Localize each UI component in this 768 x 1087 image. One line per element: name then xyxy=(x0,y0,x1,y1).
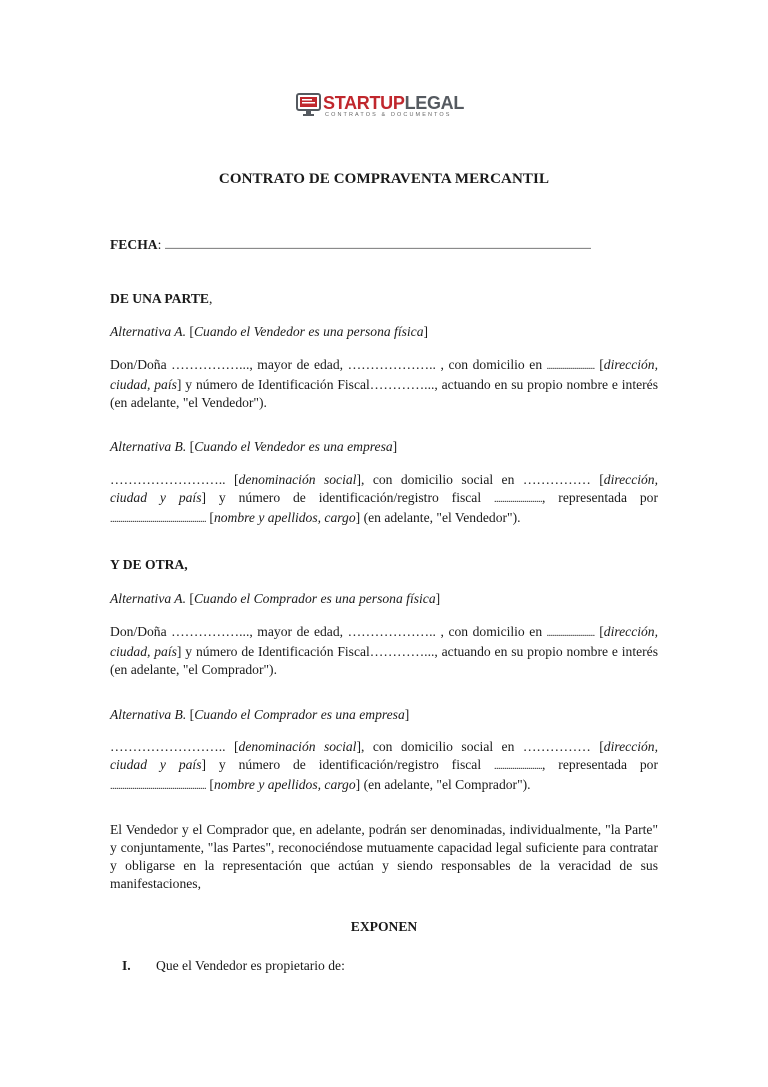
startuplegal-logo xyxy=(296,92,465,126)
parte1-altB-body: …………………….. [denominación social], con domicilio social en …………… [dirección, ciudad y país] y número de identificación/registro fiscal ........................, representada por ................................................ [nombre y apellidos, cargo] (en adelante, "el Vendedor"). xyxy=(110,472,658,525)
monitor-logo-icon xyxy=(296,92,322,118)
exponen-heading: EXPONEN xyxy=(350,919,418,934)
parte1-heading: DE UNA PARTE, xyxy=(110,291,213,306)
parte2-altA-heading: Alternativa A. [Cuando el Comprador es una persona física] xyxy=(110,591,441,606)
list-item-text: Que el Vendedor es propietario de: xyxy=(156,958,345,973)
parte2-altB-body: …………………….. [denominación social], con domicilio social en …………… [dirección, ciudad y país] y número de identificación/registro fiscal ........................, representada por ................................................ [nombre y apellidos, cargo] (en adelante, "el Comprador"). xyxy=(110,739,658,792)
list-item xyxy=(122,958,345,974)
parte2-altA-body: Don/Doña ……………..., mayor de edad, ……………….. , con domicilio en ........................ [dirección, ciudad, país] y número de Identificación Fiscal…………..., actuando en su propio nombre e interés (en adelante, "el Comprador"). xyxy=(110,624,658,677)
intro-paragraph: El Vendedor y el Comprador que, en adelante, podrán ser denominadas, individualmente, "la Parte" y conjuntamente, "las Partes", reconociéndose mutuamente capacidad legal suficiente para contratar y obligarse en la representación que actúan y siendo responsables de la veracidad de sus manifestaciones, xyxy=(110,822,658,891)
fecha-line: FECHA: ..................................................................................................................................................................................................................... xyxy=(110,237,591,252)
list-item-number: I. xyxy=(122,958,131,973)
parte1-altA-body: Don/Doña ……………..., mayor de edad, ……………….. , con domicilio en ........................ [dirección, ciudad, país] y número de Identificación Fiscal…………..., actuando en su propio nombre e interés (en adelante, "el Vendedor"). xyxy=(110,357,658,410)
parte2-altB-heading: Alternativa B. [Cuando el Comprador es una empresa] xyxy=(110,707,410,722)
parte1-altA-heading: Alternativa A. [Cuando el Vendedor es una persona física] xyxy=(110,324,429,339)
document-title: CONTRATO DE COMPRAVENTA MERCANTIL xyxy=(218,171,550,187)
logo-wordmark: STARTUPLEGAL xyxy=(323,93,465,113)
parte1-altB-heading: Alternativa B. [Cuando el Vendedor es una empresa] xyxy=(110,439,398,454)
parte2-heading: Y DE OTRA, xyxy=(110,557,188,572)
logo-tagline: CONTRATOS & DOCUMENTOS xyxy=(325,112,452,118)
